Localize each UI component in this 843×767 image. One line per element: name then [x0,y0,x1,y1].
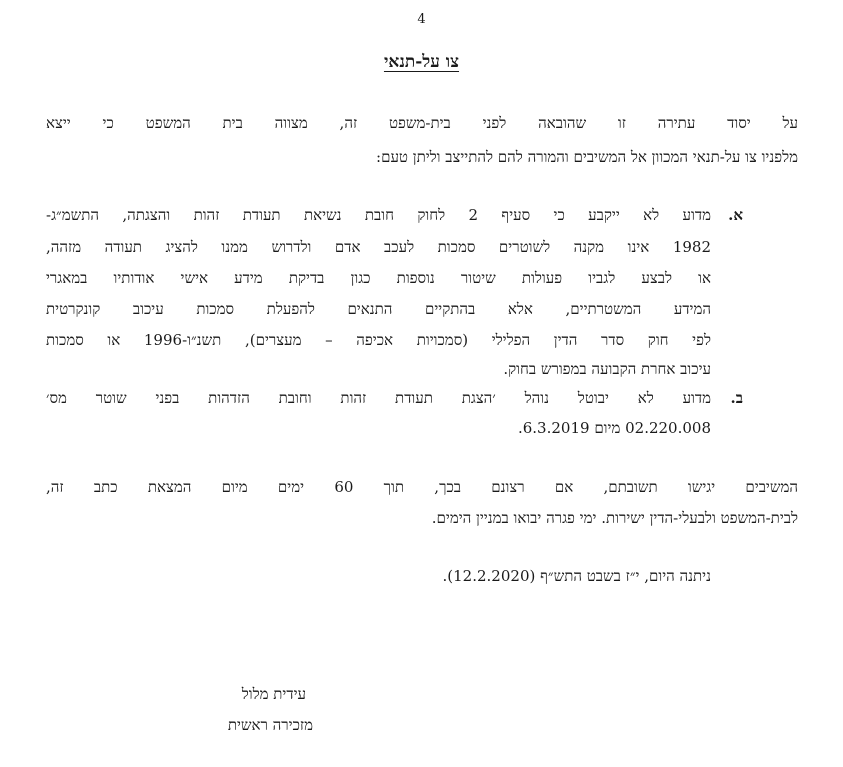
page-number: 4 [417,12,426,27]
item-a-line-4: המידע המשטרתיים, אלא בהתקיים התנאים להפעלת סמכות עיכוב קונקרטית [46,300,711,318]
item-a-line-3: או לבצע לגביו פעולות שיטור נוספות כגון בדיקת מידע אישי אודותיו במאגרי [46,269,711,287]
item-a-line-6: עיכוב אחרת הקבועה במפורש בחוק. [503,360,711,378]
item-a-line-5: לפי חוק סדר הדין הפלילי (סמכויות אכיפה – מעצרים), תשנ״ו-1996 או סמכות [46,331,711,349]
response-line-2: לבית-המשפט ולבעלי-הדין ישירות. ימי פגרה יבואו במניין הימים. [431,509,798,527]
item-b-line-1: מדוע לא יבוטל נוהל ׳הצגת תעודת זהות וחובת הזדהות בפני שוטר מס׳ [46,389,711,407]
intro-line-1: על יסוד עתירה זו שהובאה לפני בית-משפט זה, מצווה בית המשפט כי ייצא [46,114,798,132]
signature-role: מזכירה ראשית [227,716,313,734]
date-line: ניתנה היום, י״ז בשבט התש״ף (12.2.2020). [442,567,711,585]
response-line-1: המשיבים יגישו תשובתם, אם רצונם בכך, תוך 60 ימים מיום המצאת כתב זה, [46,478,798,496]
item-b-line-2: 02.220.008 מיום 6.3.2019. [517,419,711,437]
item-a-line-2: 1982 אינו מקנה לשוטרים סמכות לעכב אדם ולדרוש ממנו להציג תעודה מזהה, [46,238,711,256]
signature-name: עידית מלול [241,685,306,703]
title-text: צו על-תנאי [383,52,460,72]
intro-line-2: מלפניו צו על-תנאי המכוון אל המשיבים והמורה להם להתייצב וליתן טעם: [376,148,798,166]
page-title [0,52,843,72]
item-a-line-1: מדוע לא ייקבע כי סעיף 2 לחוק חובת נשיאת תעודת זהות והצגתה, התשמ״ג- [46,206,711,224]
item-b-marker: ב. [730,389,743,407]
item-a-marker: א. [728,206,743,224]
